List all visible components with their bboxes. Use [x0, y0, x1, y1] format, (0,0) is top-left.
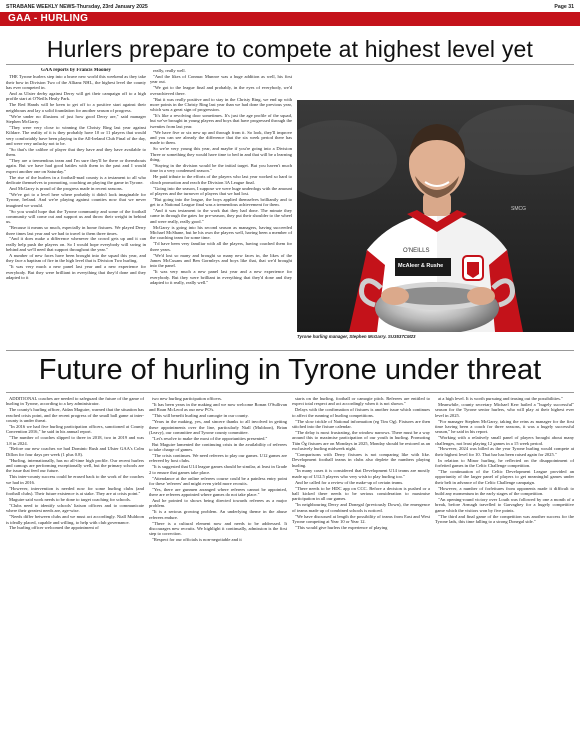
paragraph: "There is a cultural element now and needs to be addressed. It discourages new recruits. We highlight it continually, admission is the first step to correction.	[149, 520, 287, 537]
paragraph: "Years in the making, yes, and sincere thanks to all involved in getting these appointments over the line, particularly Niall (Muldoon), Brian (Leavy), our committee and Tyrone county committee.	[149, 419, 287, 435]
divider	[6, 392, 574, 393]
manager-photo	[297, 100, 574, 332]
story2-column-2	[149, 396, 287, 731]
paragraph: The rise of the hurlers in a football-mad county is a testament to all who dedicate themselves to promoting, coaching an playing the game in Tyrone.	[6, 174, 146, 186]
paragraph: at a high level. It is worth pursuing and teasing out the possibilities."	[438, 396, 563, 401]
divider	[6, 350, 574, 351]
story2-col2-body	[149, 396, 287, 543]
paragraph: "Before our new coaches we had Dominic Rush and Ulster GAA's Colm Dillon for four days per week (1 plus 0.8).	[6, 446, 144, 457]
paragraph: "This will benefit hurling and camogie in our county.	[152, 413, 249, 419]
story2-headline: Future of hurling in Tyrone under threat	[38, 354, 542, 386]
manager-photo-illustration	[297, 100, 574, 332]
paragraph: But Maguire lamented the continuing crisis in the availability of referees to take charge of games.	[149, 441, 287, 453]
paragraph: "Hurling, internationally, has no all-time high profile. Our recent hurlers and camogs are performing exceptionally well, but the primary schools are the issue that feed our future.	[6, 457, 144, 474]
paragraph: And as Ulster derby against Derry will get their campaign off to a high profile start at O'Neills Healy Park.	[6, 90, 146, 102]
paragraph: "But going into the league, the boys applied themselves brilliantly and to get to a National League final was a tremendous achievement for them.	[150, 196, 292, 208]
paragraph: And he pointed to shows being directed towards referees as a major problem.	[149, 498, 287, 509]
paragraph: "It has been years in the making and we now welcome Ronan O'Sullivan and Roan McLeod as our new PO's.	[149, 401, 287, 413]
section-label: GAA - HURLING	[8, 13, 89, 24]
paragraph: "And it does make a difference whenever the crowd gets up and it can really help push the players on. So I would hope everybody will swing in behind and we'll need that support throughout the year."	[6, 236, 146, 253]
paragraph: "It is a serious growing problem. An underlying theme in the abuse referees endure.	[149, 509, 287, 520]
paragraph: "It is suggested that U14 league games should be similar, at least in Grade 2 to ensure that games take place.	[149, 464, 287, 475]
story2-column-1	[6, 396, 144, 731]
paragraph: "Because it means so much, especially in home fixtures. We played Derry three times last year and we had to travel to them three times.	[6, 225, 146, 236]
paragraph: "We have discussed at length the possibility of teams from East and West Tyrone competing at Year 10 or Year 12.	[292, 513, 430, 524]
paragraph: "In 2016 we had five hurling participation officers, sanctioned at County Convention 2016," he said in his annual report.	[6, 423, 144, 435]
story1-col1-body	[6, 74, 146, 280]
paragraph: Delays with the confirmation of fixtures is another issue which continues to affect the running of hurling competitions.	[292, 407, 430, 418]
story1-col2-body	[150, 68, 292, 285]
page-number: Page 31	[554, 4, 574, 10]
paragraph: "There needs to be HDC app on CCC. Before a decision is pushed or a ball kicked there needs to be serious consideration to maximise participation in all our games.	[292, 485, 430, 502]
byline: GAA reports by Francis Mooney	[41, 68, 111, 73]
story1-column-1	[6, 68, 146, 348]
paragraph: Maguire said work needs to be done to target coaching for schools.	[9, 496, 131, 502]
paragraph: "We've got to a level here where probably it didn't look imaginable for Tyrone, Ireland. And we're playing against counties now that we never imagined we would.	[6, 191, 146, 208]
paragraph: "For manager Stephen McGarry, taking the reins as manager for the first time having been a coach for three seasons, it was a hugely successful season," he said in his report.	[435, 418, 574, 435]
paragraph: "It was very much a new panel last year and a new experience for everybody. But they were brilliant in everything that they'd done and they adapted to it	[6, 264, 146, 281]
paragraph: "However, intervention is needed now for some hurling clubs (and football clubs). Their future existence is at stake. They are at crisis point."	[6, 485, 144, 496]
paragraph: "So that's the calibre of player that they have and they have available to them.	[6, 146, 146, 158]
paragraph: "The crisis continues. We need referees to play our games. U12 games are refereed by host clubs.	[149, 453, 287, 464]
paragraph: "We're under no illusions of just how good Derry are," said manager Stephen McGarry.	[6, 113, 146, 124]
paragraph: "They were very close to winning the Christy Ring last year against Kildare. The reality of it is they probably have 10 or 11 players that would very comfortably have been playing in the All-Ireland Club Final of the day, and were very unlucky not to be.	[6, 124, 146, 146]
paragraph: "I'd have been very familiar with all the players, having coached them for three years.	[150, 241, 292, 252]
paragraph: "But it was really positive and to stay in the Christy Ring, we end up with more points in the Christy Ring last year than we had done the previous year, which was a great sign of progression.	[150, 96, 292, 113]
paragraph: "We have five or six new up and through from it. So look, they'll improve and you can see already the difference that the six week period there has made to them.	[150, 129, 292, 146]
paragraph: starts on the hurling, football or camogie pitch. Referees are entitled to expect total respect and act accordingly when it is not shown."	[292, 396, 430, 407]
paragraph: "The delay is most frustrating, the window narrows. There must be a way around this to maximise participation of our youth in hurling. Promoting Tián Óg fixtures are on Mondays in 2025, Monday should be restored as an exclusively hurling midweek night.	[292, 429, 430, 451]
story1-column-2	[150, 68, 292, 348]
story2-col4-body	[435, 396, 574, 524]
story2-column-4	[435, 396, 574, 731]
paragraph: "The continuation of the Celtic Development League provided an opportunity of the larger panel of players to get meaningful games under their belt in advance of the Celtic Challenge campaign.	[435, 469, 574, 485]
paragraph: "We got to the league final and probably, in the eyes of everybody, we'd overachieved there.	[150, 85, 292, 96]
paragraph: And he called for a review of the make-up of certain teams.	[295, 479, 404, 485]
paragraph: "Staying in the division would be the initial target. But you haven't much time in a very condensed season."	[150, 163, 292, 174]
paragraph: "Comparisons with Derry fixtures is not comparing like with like. Development football teams in clubs also deplete the numbers playing hurling.	[292, 451, 430, 468]
paragraph: "It's like a revolving door sometimes. It's just the age profile of the squad, but we've brought in young players and boys that have progressed through the twenties from last year.	[150, 113, 292, 129]
paragraph: The county's hurling officer, Aidan Maguire, warned that the situation has reached crisis point, and the recent progress of the small ball game at inter-county is under threat.	[6, 407, 144, 423]
paragraph: two new hurling participation officers.	[152, 396, 222, 401]
section-bar	[0, 12, 580, 26]
paragraph: "And it was testament to the work that they had done. The minute they came in through the gates for pre-season, they put their shoulder to the wheel and were really, really good."	[150, 208, 292, 224]
paragraph: "In many cases it is considered that Development U14 teams are mostly made up of U12.5 players who very wish to play hurling too."	[292, 468, 430, 479]
paragraph: "The number of coaches slipped to three in 2018, two in 2019 and was 1.8 in 2024.	[6, 435, 144, 446]
paragraph: Meanwhile, county secretary Michael Kerr hailed a "hugely successful" season for the Tyrone senior hurlers, who will play at their highest ever level in 2025.	[435, 401, 574, 418]
paragraph: "The slow trickle of National information (eg Tim Og). Fixtures are then stitched into the fixture calendar.	[292, 418, 430, 429]
paragraph: In relation to Minor hurling, he reflected on the disappointment of forfeited games in the Celtic Challenge competition.	[435, 457, 574, 469]
story2-column-3	[292, 396, 430, 731]
paragraph: "It was very much a new panel last year and a new experience for everybody. But they were brilliant in everything that they'd done and they adapted to it really, really well."	[150, 269, 292, 285]
paragraph: "Clubs need to identify schools' liaison officers and to communicate where their greatest needs are, age-wise.	[6, 502, 144, 514]
paragraph: McGarry is going into his second season as managers, having succeeded Michael McShane, but he his own the players well, having been a member of the coaching team for some time.	[150, 224, 292, 241]
paragraph: "Yes, there are gunmen arranged where referees cannot be appointed, there are referees appointed where games do not take place."	[149, 486, 287, 498]
paragraph: He paid tribute to the efforts of the players who last year worked so hard to clinch promotion and reach the Division 3A League final.	[150, 174, 292, 185]
paragraph: "Attendance at the online referees course could be a painless entry point for these 'referees' and might even yield more recruits.	[149, 475, 287, 486]
paragraph: "Working with a relatively small panel of players brought about many challenges, not least playing 12 games in a 15 week period.	[435, 435, 574, 446]
background-sign-text: SMCG	[511, 206, 526, 212]
paragraph: "Let's resolve to make the most of the opportunities presented."	[152, 435, 268, 441]
paragraph: "An opening-round victory over Louth was followed by one a month of a break, before Armagh travelled to Garvaghey for a hugely competitive game which the visitors won by five points.	[435, 496, 574, 513]
paragraph: This inter-county success could be erased back to the work of the coaches we had in 2016.	[6, 474, 144, 485]
story2-col1-body	[6, 396, 144, 531]
photo-caption: Tyrone hurling manager, Stephen McGarry. SU3537CM23	[297, 334, 416, 339]
paragraph: "Going into the season, I suppose we were huge underdogs with the amount of players and the turnover of players that we had lost.	[150, 185, 292, 196]
jersey-sponsor-text: McAleer & Rushe	[398, 263, 444, 269]
paragraph: "They are a tremendous team and I'm sure they'll be there or thereabouts again. But we have had good battles with them in the past and I would expect another one on Saturday."	[6, 158, 146, 174]
paragraph: "Respect for our officials is non-negotiable and it	[152, 537, 242, 543]
story2-col3-body	[292, 396, 430, 530]
paragraph: So we're very young this year, and maybe if you're going into a Division Three or something they would have time to bed in and that will be a learning thing.	[150, 146, 292, 163]
paragraph: "However, 2024 was billed as the year Tyrone hurling would compete at their highest level for 10. That bar has been raised again for 2025."	[435, 446, 574, 457]
paragraph: "We'd lost so many and brought so many new faces in, the likes of the James McCusans and Ben Gormleys and boys like that, that we'd brought into the panel.	[150, 252, 292, 269]
divider	[6, 64, 574, 65]
masthead-title: STRABANE WEEKLY NEWS-Thursday, 23rd January 2025	[6, 4, 148, 10]
paragraph: "This would give hurlers the experience of playing	[295, 524, 388, 530]
paragraph: A number of new faces have been brought into the squad this year, and they face a baptism of fire in the high level that is Division Two hurling.	[6, 253, 146, 264]
paragraph: "In neighbouring Derry and Donegal (previously Down), the emergence of teams made up of combined schools is noticed.	[292, 502, 430, 513]
paragraph: really, really well.	[153, 68, 186, 73]
jersey-brand-text: O'NEILLS	[403, 248, 430, 254]
paragraph: "The third and final game of the competition was another success for the Tyrone lads, this time falling to a strong Donegal side."	[435, 513, 574, 524]
paragraph: ADDITIONAL coaches are needed to safeguard the future of the game of hurling in Tyrone, according to a key administrator.	[6, 396, 144, 407]
paragraph: "So you would hope that the Tyrone community and some of the football community will come out and support us and throw their weight in behind us.	[6, 208, 146, 225]
paragraph: "And the likes of Conmac Munroe was a huge addition as well, his first year out.	[150, 73, 292, 85]
paragraph: THE Tyrone hurlers step into a brave new world this weekend as they take their bow in Division Two of the Allianz NHL, the highest level the county has ever competed in.	[6, 74, 146, 91]
paragraph: The hurling officer welcomed the appointment of	[9, 525, 99, 531]
paragraph: The Red Hands will be keen to get off to a positive start against their neighbours and lay a solid foundation for another season of progress.	[6, 102, 146, 113]
story1-headline: Hurlers prepare to compete at highest level yet	[46, 36, 534, 62]
paragraph: "However, a number of forfeitures from opponents made it difficult to build any momentum in the early stages of the competition.	[435, 485, 574, 496]
paragraph: "Needs differ between clubs and we must act accordingly. Niall Muldoon is ideally placed, capable and willing, to help with club governance.	[6, 514, 144, 525]
paragraph: And McGarry is proud of the progress made in recent seasons.	[9, 185, 123, 191]
